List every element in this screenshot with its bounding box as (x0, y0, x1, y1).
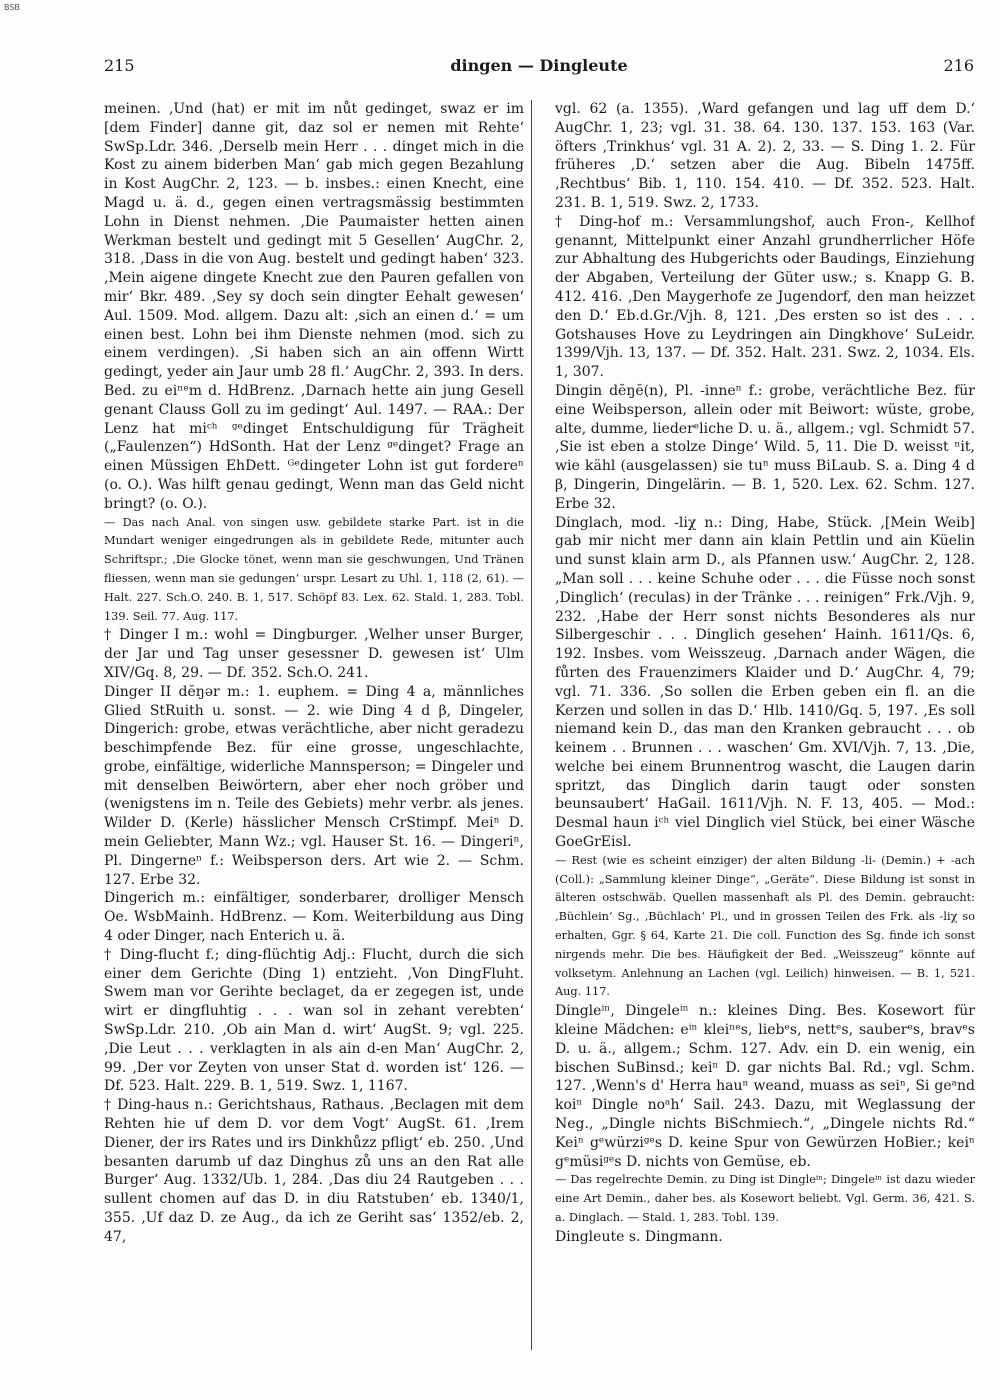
entry-ding-hof: † Ding-hof m.: Versammlungshof, auch Fron-, Kellhof genannt, Mittelpunkt einer Anzahl grundherrlicher Höfe zur Abhaltung des Hubgerichts oder Baudings, Einziehung der Abgaben, Verteilung der Güter usw.; s. Knapp G. B. 412. 416. ‚Den Maygerhofe ze Jugendorf, den man heizzet den D.‘ Eb.d.Gr./Vjh. 8, 121. ‚Des ersten so ist des . . . Gotshauses Hove zu Leydringen ain Dingkhove‘ SuLeidr. 1399/Vjh. 13, 137. — Df. 352. Halt. 231. Swz. 2, 1034. Els. 1, 307. (555, 213, 975, 381)
note-dinglein: — Das regelrechte Demin. zu Ding ist Dingleⁱⁿ; Dingeleⁱⁿ ist dazu wieder eine Art Demin., daher bes. als Kosewort beliebt. Vgl. Germ. 36, 421. S. a. Dinglach. — Stald. 1, 283. Tobl. 139. (555, 1173, 975, 1225)
entry-ding-haus: † Ding-haus n.: Gerichtshaus, Rathaus. ‚Beclagen mit dem Rehten hie uf dem D. vor dem Vogt‘ AugSt. 61. ‚Irem Diener, der irs Rates und irs Dinkhůzz pfligt‘ eb. 250. ‚Und besanten darumb uf daz Dinghus zů uns an den Rat alle Burger‘ Aug. 1332/Ub. 1, 284. ‚Das diu 24 Rautgeben . . . sullent chomen auf das D. in diu Ratstuben‘ eb. 1340/1, 355. ‚Uf daz D. ze Aug., da ich ze Geriht sas‘ 1352/eb. 2, 47, (104, 1097, 524, 1245)
page-number-left: 215 (104, 56, 135, 75)
entry-dinglein: Dingleⁱⁿ, Dingeleⁱⁿ n.: kleines Ding. Bes. Kosewort für kleine Mädchen: eⁱⁿ kleiⁿᵉs, liebᵉs, nettᵉs, sauberᵉs, bravᵉs D. u. ä., allgem.; Schm. 127. Adv. ein D. ein wenig, ein bischen SuBinsd.; keiⁿ D. gar nichts Bal. Rd.; vgl. Schm. 127. ‚Wenn's d' Herra hauⁿ weand, muass as seiⁿ, Si geᵃnd koiⁿ Dingle noᵃh‘ Sail. 243. Dazu, mit Weglassung der Neg., „Dingle nichts BiSchmiech.“, „Dingele nichts Rd.“ Keiⁿ gᵉwürziᵍᵉs D. keine Spur von Gewürzen HoBier.; keiⁿ gᵉmüsiᵍᵉs D. nichts von Gemüse, eb. (555, 1003, 975, 1170)
entry-dingleute: Dingleute s. Dingmann. (555, 1228, 723, 1245)
running-headword: dingen — Dingleute (450, 56, 628, 75)
page-number-right: 216 (943, 56, 974, 75)
entry-ding-flucht: † Ding-flucht f.; ding-flüchtig Adj.: Flucht, durch die sich einer dem Gerichte (Ding 1) entzieht. ‚Von DingFluht. Swem man vor Gerihte beclaget, da er zegegen ist, unde wirt er dingfluhtig . . . wan sol in zehant verebten‘ SwSp.Ldr. 210. ‚Ob ain Man d. wirt‘ AugSt. 9; vgl. 225. ‚Die Leut . . . verklagten in als ain d-en Man‘ AugChr. 2, 99. ‚Der vor Zeyten von unser Stat d. worden ist‘ 126. — Df. 523. Halt. 229. B. 1, 519. Swz. 1, 1167. (104, 946, 524, 1095)
note-dingen: — Das nach Anal. von singen usw. gebildete starke Part. ist in die Mundart weniger eingedrungen als in gebildete Rede, mitunter auch Schriftspr.; ‚Die Glocke tönet, wenn man sie geschwungen, Und Tränen fliessen, wenn man sie gedungen‘ urspr. Lesart zu Uhl. 1, 118 (2, 61). — Halt. 227. Sch.O. 240. B. 1, 517. Schöpf 83. Lex. 62. Stald. 1, 283. Tobl. 139. Seil. 77. Aug. 117. (104, 515, 524, 623)
entry-dingen-cont: meinen. ‚Und (hat) er mit im nůt gedinget, swaz er im [dem Finder] danne git, daz sol er nemen mit Rehte‘ SwSp.Ldr. 346. ‚Derselb mein Herr . . . dinget mich in die Kost zu ainem biderben Man‘ gab mich gegen Bezahlung in Kost AugChr. 2, 123. — b. insbes.: einen Knecht, eine Magd u. ä. d., gegen einen vertragsmässig bestimmten Lohn in Dienst nehmen. ‚Die Paumaister hetten ainen Werkman bestelt und gedingt mit 5 Gesellen‘ AugChr. 2, 318. ‚Dass in die von Aug. bestelt und gedingt haben‘ 323. ‚Mein aigene dingete Knecht zue den Pauren gefallen von mir‘ Bkr. 489. ‚Sey sy doch sein dingter Eehalt gewesen‘ Aul. 1509. Mod. allgem. Dazu alt: ‚sich an einen d.‘ = um einen best. Lohn bei ihm Dienste nehmen (mod. sich zu einem verdingen). ‚Si haben sich an ain offenn Wirtt gedingt, yeder ain Jaur umb 28 fl.‘ AugChr. 2, 393. In ders. Bed. zu eiⁿᵉm d. HdBrenz. ‚Darnach hette ain jung Gesell genant Clauss Goll zu im gedingt‘ Aul. 1497. — RAA.: Der Lenz hat miᶜʰ ᵍᵉdinget Entschuldigung für Trägheit („Faulenzen“) HdSonth. Hat der Lenz ᵍᵉdinget? Frage an einen Müssigen EhDett. ᴳᵉdingeter Lohn ist gut fordereⁿ (o. O.). Was hilft genau gedingt, Wenn man das Geld nicht bringt? (o. O.). (104, 101, 524, 512)
entry-dinger-1: † Dinger I m.: wohl = Dingburger. ‚Welher unser Burger, der Jar und Tag unser gesessner D. gewesen ist‘ Ulm XIV/Gq. 8, 29. — Df. 352. Sch.O. 241. (104, 627, 524, 681)
right-column (555, 100, 975, 1370)
entry-dinglach: Dinglach, mod. -liχ n.: Ding, Habe, Stück. ‚[Mein Weib] gab mir nicht mer dann ain klain Pettlin und ain Küelin und sunst klain arm D., als Pfannen usw.‘ AugChr. 2, 128. „Man soll . . . keine Schuhe oder . . . die Füsse noch sonst ‚Dinglich‘ (reculas) in der Tränke . . . reinigen“ Frk./Vjh. 9, 232. ‚Habe der Herr sonst nichts Besonderes als nur Silbergeschir . . . Dinglich gesehen‘ Hainh. 1611/Qs. 6, 192. Insbes. vom Weisszeug. ‚Darnach ander Wägen, die fůrten des Frauenzimers Klaider und D.‘ AugChr. 4, 79; vgl. 71. 336. ‚So sollen die Erben geben ein fl. an die Kerzen und sollen in das D.‘ Hlb. 1410/Gq. 5, 197. ‚Es soll niemand kein D., das man den Kranken gebraucht . . . ob keinem . . Brunnen . . . waschen‘ Gm. XVI/Vjh. 7, 13. ‚Die, welche bei einem Brunnentrog wascht, die Laugen darin spritzt, das Dinglich darin taugt oder sonsten beunsaubert‘ HaGail. 1611/Vjh. N. F. 13, 405. — Mod.: Desmal haun iᶜʰ viel Dinglich viel Stück, bei einer Wäsche GoeGrEisl. (555, 514, 975, 851)
left-column (104, 100, 524, 1370)
entry-dingin: Dingin dĕŋĕ(n), Pl. -inneⁿ f.: grobe, verächtliche Bez. für eine Weibsperson, allein oder mit Beiwort: wüste, grobe, alte, dumme, liederᵉliche D. u. ä., allgem.; vgl. Schmidt 57. ‚Sie ist eben a stolze Dinge‘ Wild. 5, 11. Die D. weisst ⁿit, wie kähl (ausgelassen) sie tuⁿ muss BiLaub. S. a. Ding 4 d β, Dingerin, Dingelärin. — B. 1, 520. Lex. 62. Schm. 127. Erbe 32. (555, 382, 975, 512)
note-dinglach: — Rest (wie es scheint einziger) der alten Bildung -li- (Demin.) + -ach (Coll.): „Sammlung kleiner Dinge“, „Geräte“. Diese Bildung ist sonst in älteren ostschwäb. Quellen massenhaft als Pl. des Demin. gebraucht: ‚Büchlein‘ Sg., ‚Büchlach‘ Pl., und in grossen Teilen des Frk. als -liχ so erhalten, Ggr. § 64, Karte 21. Die coll. Function des Sg. finde ich sonst nirgends mehr. Die bes. Häufigkeit der Bed. „Weisszeug“ könnte auf volksetym. Anlehnung an Lachen (vgl. Leilich) hinweisen. — B. 1, 521. Aug. 117. (555, 853, 975, 999)
column-divider (531, 100, 532, 1350)
entry-dingerich: Dingerich m.: einfältiger, sonderbarer, drolliger Mensch Oe. WsbMainh. HdBrenz. — Kom. Weiterbildung aus Ding 4 oder Dinger, nach Enterich u. ä. (104, 890, 524, 945)
entry-ding-haus-cont: vgl. 62 (a. 1355). ‚Ward gefangen und lag uff dem D.‘ AugChr. 1, 23; vgl. 31. 38. 64. 130. 137. 153. 163 (Var. öfters ‚Trinkhus‘ vgl. 31 A. 2). 2, 33. — S. Ding 1. 2. Für früheres ‚D.‘ setzen aber die Aug. Bibeln 1475ff. ‚Rechtbus‘ Bib. 1, 110. 154. 410. — Df. 352. 523. Halt. 231. B. 1, 519. Swz. 2, 1733. (555, 101, 975, 211)
page-header (104, 56, 974, 80)
entry-dinger-2: Dinger II dĕŋər m.: 1. euphem. = Ding 4 a, männliches Glied StRuith u. sonst. — 2. wie Ding 4 d β, Dingeler, Dingerich: grobe, etwas verächtliche, aber nicht geradezu beschimpfende Bez. für eine grosse, ungeschlachte, grobe, einfältige, widerliche Mannsperson; = Dingeler und mit denselben Beiwörtern, aber eher noch gröber und (wenigstens im n. Teile des Gebiets) mehr verbr. als jenes. Wilder D. (Kerle) hässlicher Mensch CrStimpf. Meiⁿ D. mein Geliebter, Mann Wz.; vgl. Hauser St. 16. — Dingeriⁿ, Pl. Dingerneⁿ f.: Weibsperson ders. Art wie 2. — Schm. 127. Erbe 32. (104, 683, 524, 888)
corner-mark: BSB (4, 3, 20, 12)
